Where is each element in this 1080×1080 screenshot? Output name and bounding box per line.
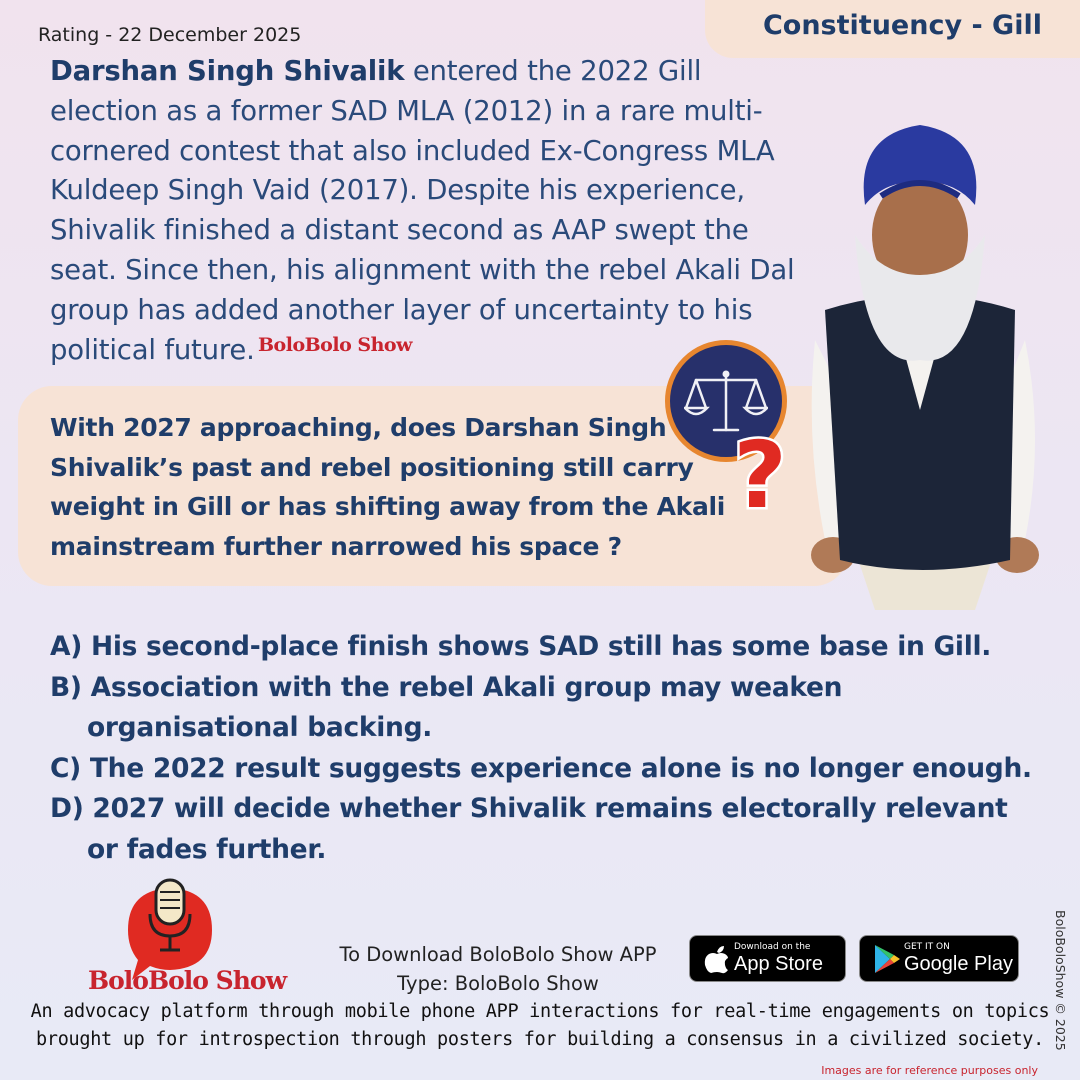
option-c[interactable]: C) The 2022 result suggests experience alone is no longer enough. (50, 752, 1032, 784)
logo-text: BoloBolo Show (88, 966, 287, 995)
disclaimer: Images are for reference purposes only (821, 1064, 1038, 1077)
app-store-small: Download on the (734, 942, 811, 952)
options-list (50, 627, 1040, 870)
option-b[interactable]: B) Association with the rebel Akali group may weaken organisational backing. (50, 671, 843, 743)
footer-text: An advocacy platform through mobile phone APP interactions for real-time engagements on topics brought up for introspection through posters for building a consensus in a civilized society. (30, 1001, 1050, 1050)
svg-text:?: ? (733, 425, 787, 525)
intro-paragraph (50, 52, 810, 370)
candidate-name: Darshan Singh Shivalik (50, 55, 405, 87)
google-play-big: Google Play (904, 953, 1013, 975)
apple-icon (700, 944, 734, 974)
google-play-icon (870, 944, 904, 974)
google-play-small: GET IT ON (904, 942, 950, 952)
download-line-2: Type: BoloBolo Show (397, 972, 599, 995)
candidate-portrait (785, 110, 1055, 610)
option-a[interactable]: A) His second-place finish shows SAD still has some base in Gill. (50, 631, 992, 662)
option-d[interactable]: D) 2027 will decide whether Shivalik remains electorally relevant or fades further. (50, 793, 1008, 865)
rating-date: Rating - 22 December 2025 (38, 24, 302, 46)
copyright: BoloBoloShow © 2025 (1053, 910, 1068, 1051)
question-text: With 2027 approaching, does Darshan Singh Shivalik’s past and rebel positioning still carry weight in Gill or has shifting away from the Akali mainstream further narrowed his space ? (50, 413, 726, 561)
watermark: BoloBolo Show (258, 334, 412, 356)
constituency-title: Constituency - Gill (762, 10, 1042, 41)
intro-text: entered the 2022 Gill election as a former SAD MLA (2012) in a rare multi-cornered contest that also included Ex-Congress MLA Kuldeep Singh Vaid (2017). Despite his experience, Shivalik finished a distant second as AAP swept the seat. Since then, his alignment with the rebel Akali Dal group has added another layer of uncertainty to his political future. (50, 55, 795, 366)
app-store-big: App Store (734, 953, 823, 975)
download-line-1: To Download BoloBolo Show APP (339, 943, 657, 966)
google-play-button[interactable] (859, 935, 1019, 982)
app-store-button[interactable] (689, 935, 846, 982)
download-instructions (330, 940, 666, 998)
